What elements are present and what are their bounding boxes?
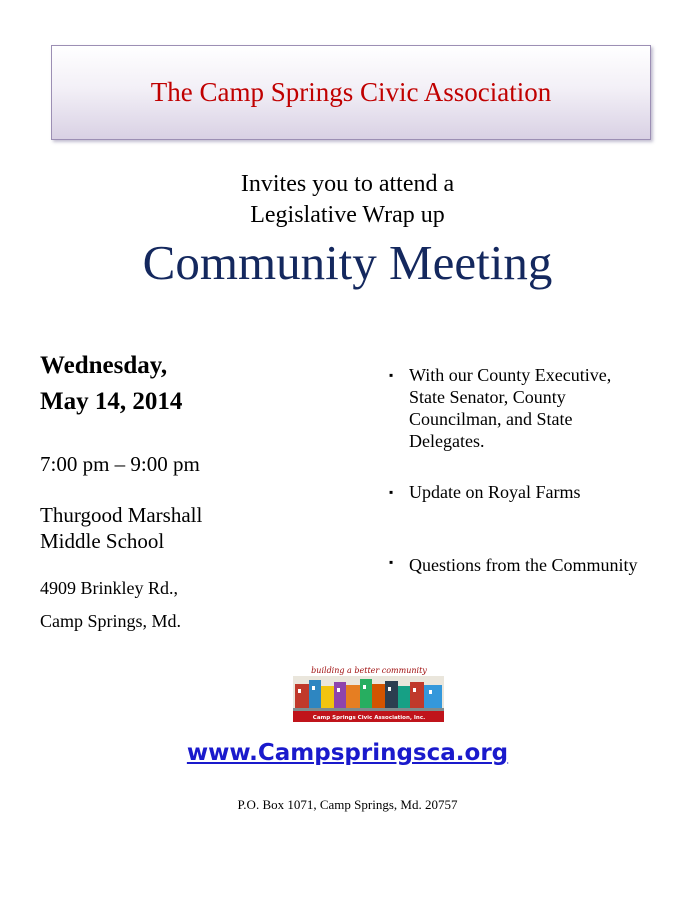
header-banner	[51, 45, 651, 140]
agenda-item	[389, 551, 649, 579]
venue-line-1: Thurgood Marshall	[40, 503, 203, 527]
mailing-address: P.O. Box 1071, Camp Springs, Md. 20757	[237, 797, 458, 812]
bullet-icon: ▪	[389, 485, 394, 499]
agenda-item-text: Questions from the Community	[409, 555, 638, 575]
address-line-1: 4909 Brinkley Rd.,	[40, 578, 178, 598]
meeting-time: 7:00 pm – 9:00 pm	[40, 452, 200, 476]
agenda-item-text: With our County Executive, State Senator, County Councilman, and State Delegates.	[409, 365, 612, 451]
logo-caption: Camp Springs Civic Association, Inc.	[312, 715, 426, 721]
invite-line-2: Legislative Wrap up	[250, 202, 445, 228]
association-logo	[291, 664, 446, 724]
meeting-title: Community Meeting	[142, 235, 553, 290]
website-link[interactable]: www.Campspringsca.org	[186, 740, 509, 766]
venue-line-2: Middle School	[40, 529, 165, 553]
logo-tagline: building a better community	[311, 666, 427, 675]
agenda-item-text: Update on Royal Farms	[409, 482, 581, 502]
meeting-date: May 14, 2014	[40, 388, 183, 415]
agenda-item	[389, 364, 649, 452]
bullet-icon: ▪	[389, 368, 394, 382]
bullet-icon: ▪	[389, 555, 394, 569]
meeting-day: Wednesday,	[40, 352, 168, 379]
agenda-item	[389, 481, 649, 503]
invite-line-1: Invites you to attend a	[240, 171, 455, 197]
association-title: The Camp Springs Civic Association	[150, 77, 552, 107]
address-line-2: Camp Springs, Md.	[40, 611, 182, 631]
meeting-venue	[40, 502, 202, 554]
